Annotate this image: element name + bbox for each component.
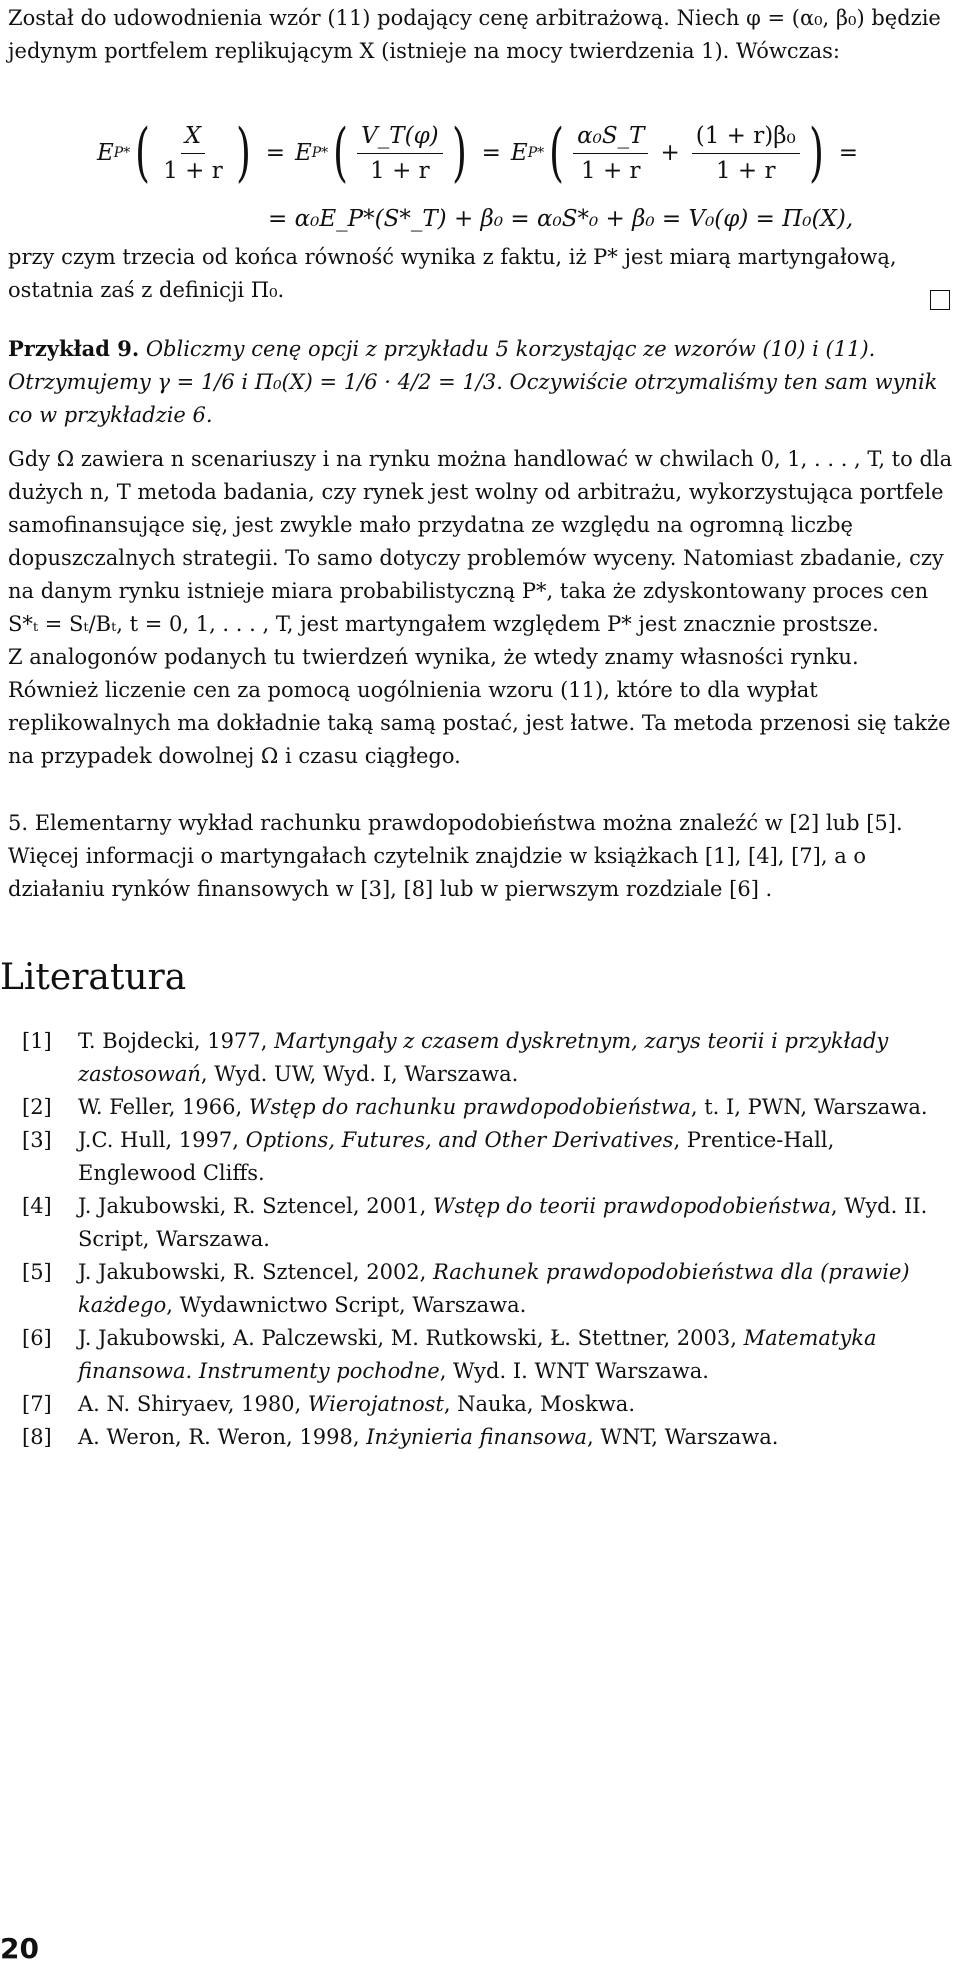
example-body: Obliczmy cenę opcji z przykładu 5 korzystając ze wzorów (10) i (11). Otrzymujemy γ = 1/6 i Π₀(X) = 1/6 · 4/2 = 1/3. Oczywiście otrzymaliśmy ten sam wynik co w przykładzie 6. [8, 337, 938, 427]
fraction-x: $\frac{X}{1 + r}$ [163, 122, 223, 184]
example-label: Przykład 9. [8, 336, 140, 361]
page-number: 20 [0, 1932, 39, 1965]
fraction-vt: $\frac{V\_T(\varphi)}{1 + r}$ [357, 121, 443, 186]
body-paragraphs [8, 443, 953, 773]
section-title: Literatura [0, 957, 187, 998]
paragraph-gdy: Gdy Ω zawiera n scenariuszy i na rynku można handlować w chwilach 0, 1, . . . , T, to dla dużych n, T metoda badania, czy rynek jest wolny od arbitrażu, wykorzystująca portfele samofinansujące się, jest zwykle mało przydatna ze względu na ogromną liczbę dopuszczalnych strategii. To samo dotyczy problemów wyceny. Natomiast zbadanie, czy na danym rynku istnieje miara probabilistyczną P*, taka że zdyskontowany proces cen S*ₜ = Sₜ/Bₜ, t = 0, 1, . . . , T, jest martyngałem względem P* jest znacznie prostsze. [8, 447, 953, 636]
paragraph-rowniez: Również liczenie cen za pomocą uogólnienia wzoru (11), które to dla wypłat replikowalnych ma dokładnie taką samą postać, jest łatwe. Ta metoda przenosi się także na przypadek dowolnej Ω i czasu ciągłego. [8, 678, 951, 768]
note-5: 5. Elementarny wykład rachunku prawdopodobieństwa można znaleźć w [2] lub [5]. Więcej informacji o martyngałach czytelnik znajdzie w książkach [1], [4], [7], a o działaniu rynków finansowych w [3], [8] lub w pierwszym rozdziale [6] . [8, 811, 903, 901]
qed-square-icon [930, 290, 950, 310]
fraction-alpha: $\frac{\text{α₀S\_T}}{1 + r}$ [573, 121, 648, 186]
reference-item: [4] J. Jakubowski, R. Sztencel, 2001, Wstęp do teorii prawdopodobieństwa, Wyd. II. Script, Warszawa. [22, 1194, 928, 1251]
reference-item: [3] J.C. Hull, 1997, Options, Futures, and Other Derivatives, Prentice-Hall, Englewood Cliffs. [22, 1128, 835, 1185]
references-list [22, 1025, 957, 1454]
equation-explanation: przy czym trzecia od końca równość wynika z faktu, iż P* jest miarą martyngałową, ostatnia zaś z definicji Π₀. [8, 245, 897, 302]
eq-expectation-symbol: E [97, 140, 114, 166]
reference-item: [7] A. N. Shiryaev, 1980, Wierojatnost, Nauka, Moskwa. [22, 1392, 635, 1416]
reference-item: [2] W. Feller, 1966, Wstęp do rachunku prawdopodobieństwa, t. I, PWN, Warszawa. [22, 1095, 928, 1119]
reference-item: [6] J. Jakubowski, A. Palczewski, M. Rutkowski, Ł. Stettner, 2003, Matematyka finansowa. Instrumenty pochodne, Wyd. I. WNT Warszawa. [22, 1326, 877, 1383]
paragraph-analogony: Z analogonów podanych tu twierdzeń wynika, że wtedy znamy własności rynku. [8, 645, 859, 669]
intro-paragraph: Został do udowodnienia wzór (11) podający cenę arbitrażową. Niech φ = (α₀, β₀) będzie jedynym portfelem replikującym X (istnieje na mocy twierdzenia 1). Wówczas: [8, 6, 941, 63]
equation-line-1: E P* ( $\frac{X}{1 + r}$ ) = E P* ( $\frac{V\_T(\varphi)}{1 + r}$ ) = E P* ( $\frac{\text{α₀S\_T}}{1 + r}$ + $\frac{\text{(1 + r)β₀}}{1 + r}$ ) = [97, 116, 858, 190]
reference-item: [8] A. Weron, R. Weron, 1998, Inżynieria finansowa, WNT, Warszawa. [22, 1425, 779, 1449]
equation-line-2: = α₀E_P*(S*_T) + β₀ = α₀S*₀ + β₀ = V₀(φ) = Π₀(X), [268, 206, 854, 232]
example-9 [8, 332, 953, 432]
reference-item: [1] T. Bojdecki, 1977, Martyngały z czasem dyskretnym, zarys teorii i przykłady zastosowań, Wyd. UW, Wyd. I, Warszawa. [22, 1029, 889, 1086]
eq-expectation-sub: P* [113, 145, 131, 161]
fraction-beta: $\frac{\text{(1 + r)β₀}}{1 + r}$ [692, 121, 800, 186]
reference-item: [5] J. Jakubowski, R. Sztencel, 2002, Rachunek prawdopodobieństwa dla (prawie) każdego, Wydawnictwo Script, Warszawa. [22, 1260, 910, 1317]
